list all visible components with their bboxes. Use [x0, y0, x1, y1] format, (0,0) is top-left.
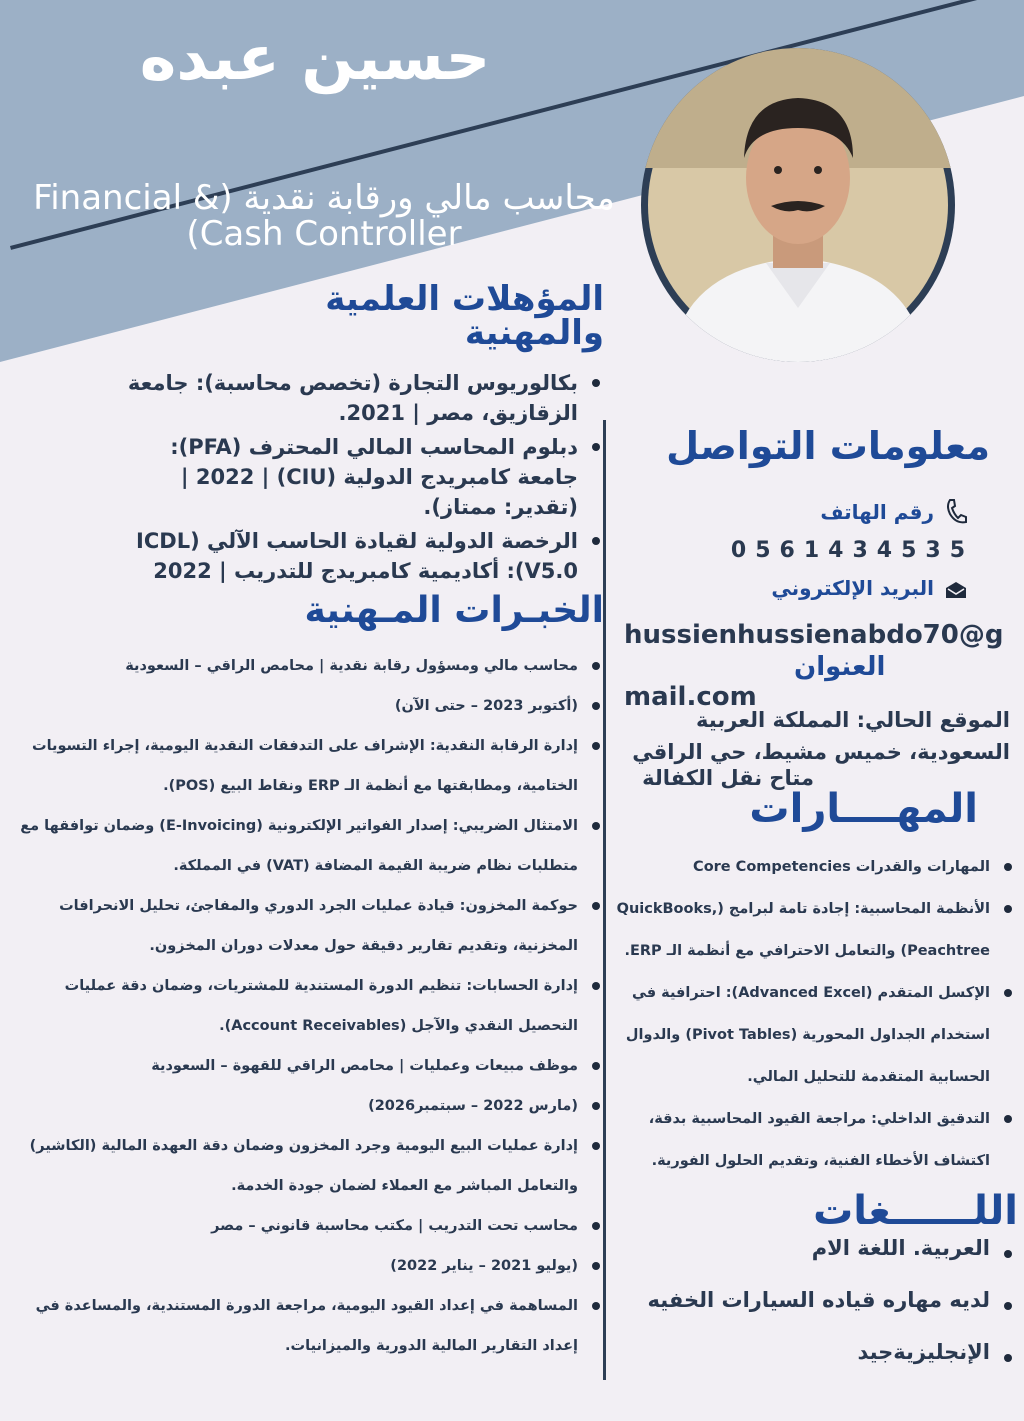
list-item: لديه مهاره قياده السيارات الخفيه: [600, 1288, 990, 1312]
list-item: (مارس 2022 – سبتمبر2026): [8, 1086, 578, 1126]
list-item: المساهمة في إعداد القيود اليومية، مراجعة الدورة المستندية، والمساعدة في إعداد التقارير المالية الدورية والميزانيات.: [8, 1286, 578, 1366]
list-item: المهارات والقدرات Core Competencies: [600, 846, 990, 888]
list-item: دبلوم المحاسب المالي المحترف (PFA): جامعة كامبريدج الدولية (CIU) | 2022 | (تقدير: ممتاز).: [118, 432, 578, 522]
list-item: إدارة الرقابة النقدية: الإشراف على التدفقات النقدية اليومية، إجراء التسويات الختامية، ومطابقتها مع أنظمة الـ ERP ونقاط البيع (POS).: [8, 726, 578, 806]
candidate-name: حسين عبده: [139, 21, 491, 94]
languages-heading: اللــــــغات: [813, 1188, 1018, 1234]
list-item: الإنجليزيةجيد: [600, 1340, 990, 1364]
envelope-icon: [944, 580, 968, 600]
languages-list: [600, 1236, 990, 1364]
location-text: الموقع الحالي: المملكة العربية السعودية، خميس مشيط، حي الراقي: [632, 708, 1010, 764]
list-item: الرخصة الدولية لقيادة الحاسب الآلي (ICDL V5.0): أكاديمية كامبريدج للتدريب | 2022: [118, 526, 578, 586]
profile-photo: [641, 48, 955, 362]
list-item: محاسب مالي ومسؤول رقابة نقدية | محامص الراقي – السعودية: [8, 646, 578, 686]
qualifications-list: [118, 368, 578, 590]
email-address[interactable]: hussienhussienabdo70@gmail.com: [624, 620, 1004, 712]
list-item: الأنظمة المحاسبية: إجادة تامة لبرامج (QuickBooks, Peachtree) والتعامل الاحترافي مع أنظمة الـ ERP.: [600, 888, 990, 972]
experience-heading: الخبـرات المـهنية: [304, 590, 604, 631]
list-item: إدارة عمليات البيع اليومية وجرد المخزون وضمان دقة العهدة المالية (الكاشير) والتعامل المباشر مع العملاء لضمان جودة الخدمة.: [8, 1126, 578, 1206]
skills-heading: المهــــارات: [749, 786, 978, 832]
list-item: محاسب تحت التدريب | مكتب محاسبة قانوني – مصر: [8, 1206, 578, 1246]
qualifications-heading: المؤهلات العلمية والمهنية: [325, 279, 604, 353]
list-item: بكالوريوس التجارة (تخصص محاسبة): جامعة الزقازيق، مصر | 2021.: [118, 368, 578, 428]
skills-list: [600, 846, 990, 1182]
phone-number: 0561434535: [730, 538, 974, 563]
list-item: الامتثال الضريبي: إصدار الفواتير الإلكترونية (E-Invoicing) وضمان توافقها مع متطلبات نظام ضريبة القيمة المضافة (VAT) في المملكة.: [8, 806, 578, 886]
phone-icon: [944, 498, 968, 526]
avatar-illustration: [641, 48, 955, 362]
experience-list: [8, 646, 578, 1366]
list-item: (يوليو 2021 – يناير 2022): [8, 1246, 578, 1286]
list-item: الإكسل المتقدم (Advanced Excel): احترافية في استخدام الجداول المحورية (Pivot Tables) والدوال الحسابية المتقدمة للتحليل المالي.: [600, 972, 990, 1098]
transfer-note: متاح نقل الكفالة: [642, 766, 814, 790]
list-item: (أكتوبر 2023 – حتى الآن): [8, 686, 578, 726]
email-label: البريد الإلكتروني: [771, 576, 934, 600]
list-item: العربية. اللغة الام: [600, 1236, 990, 1260]
list-item: موظف مبيعات وعمليات | محامص الراقي للقهوة – السعودية: [8, 1046, 578, 1086]
list-item: حوكمة المخزون: قيادة عمليات الجرد الدوري والمفاجئ، تحليل الانحرافات المخزنية، وتقديم تقارير دقيقة حول معدلات دوران المخزون.: [8, 886, 578, 966]
job-title: محاسب مالي ورقابة نقدية (Financial & Cash Controller): [33, 178, 615, 254]
contact-heading: معلومات التواصل: [666, 424, 990, 468]
address-label: العنوان: [794, 652, 886, 682]
list-item: التدقيق الداخلي: مراجعة القيود المحاسبية بدقة، اكتشاف الأخطاء الفنية، وتقديم الحلول الفورية.: [600, 1098, 990, 1182]
phone-label: رقم الهاتف: [820, 500, 934, 524]
list-item: إدارة الحسابات: تنظيم الدورة المستندية للمشتريات، وضمان دقة عمليات التحصيل النقدي والآجل (Account Receivables).: [8, 966, 578, 1046]
